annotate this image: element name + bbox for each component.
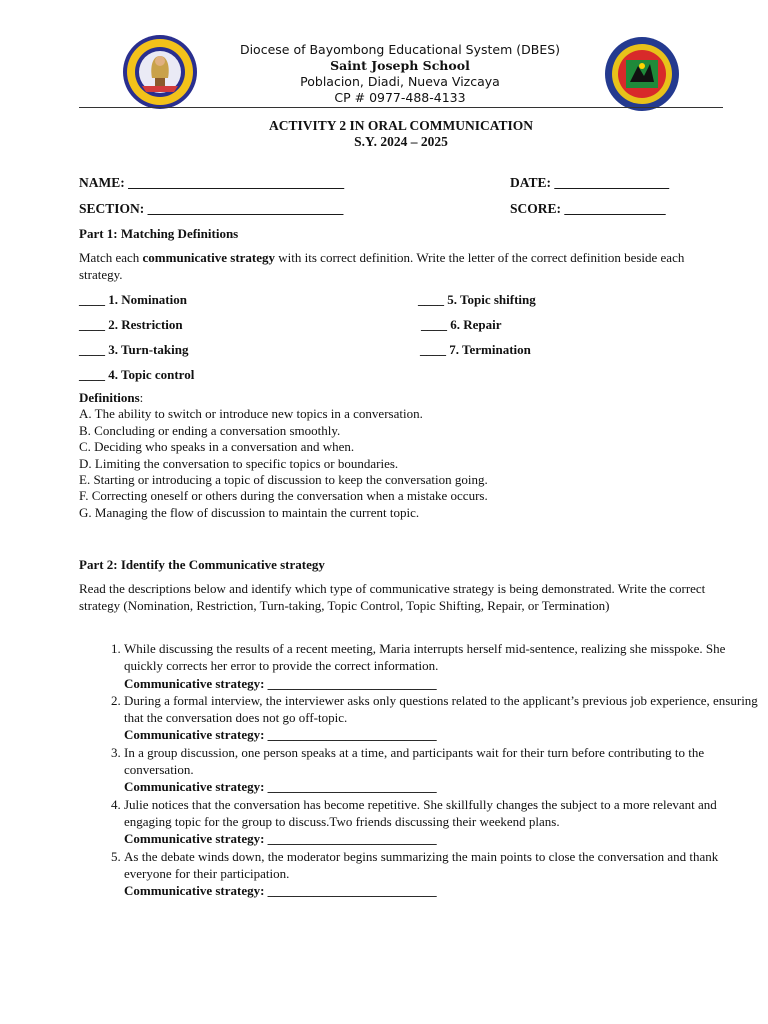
definition-c: C. Deciding who speaks in a conversation and when. — [79, 439, 355, 455]
match-item-1[interactable]: ____ 1. Nomination — [79, 292, 187, 307]
definitions-label-text: Definitions — [79, 390, 140, 405]
definition-b: B. Concluding or ending a conversation smoothly. — [79, 422, 341, 438]
section-field[interactable]: SECTION: _____________________________ — [79, 201, 344, 216]
answer-field[interactable]: Communicative strategy: __________________________ — [124, 883, 437, 899]
school-header — [200, 42, 600, 106]
question-text: 3. In a group discussion, one person speaks at a time, and participants wait for their turn before contributing to the conversation. — [124, 744, 705, 778]
school-name: Saint Joseph School — [330, 58, 470, 73]
match-item-3[interactable]: ____ 3. Turn-taking — [79, 342, 189, 357]
part1-heading: Part 1: Matching Definitions — [79, 226, 239, 241]
definitions-label — [79, 390, 719, 406]
question-item — [124, 640, 764, 692]
question-item — [124, 848, 764, 900]
question-item — [124, 744, 764, 796]
part1-instruction-pre: Match each — [79, 250, 143, 265]
school-address: Poblacion, Diadi, Nueva Vizcaya — [300, 74, 500, 89]
answer-field[interactable]: Communicative strategy: __________________________ — [124, 675, 437, 691]
question-text: 2. During a formal interview, the interviewer asks only questions related to the applicant’s previous job experience, ensuring that the conversation does not go off-topic. — [124, 692, 758, 726]
date-field[interactable]: DATE: _________________ — [510, 175, 670, 190]
questions-list — [79, 640, 764, 899]
school-year: S.Y. 2024 – 2025 — [354, 134, 448, 149]
part1-instruction — [79, 249, 719, 283]
match-item-7[interactable]: ____ 7. Termination — [420, 342, 531, 357]
definition-e: E. Starting or introducing a topic of discussion to keep the conversation going. — [79, 472, 488, 488]
school-contact: CP # 0977-488-4133 — [334, 90, 466, 105]
answer-field[interactable]: Communicative strategy: __________________________ — [124, 779, 437, 795]
name-field[interactable]: NAME: ________________________________ — [79, 175, 345, 190]
definition-g: G. Managing the flow of discussion to maintain the current topic. — [79, 504, 420, 520]
score-field[interactable]: SCORE: _______________ — [510, 201, 666, 216]
question-item — [124, 692, 764, 744]
definition-f: F. Correcting oneself or others during the conversation when a mistake occurs. — [79, 488, 488, 504]
match-item-4[interactable]: ____ 4. Topic control — [79, 367, 195, 382]
definitions-label-colon: : — [139, 390, 144, 405]
definition-d: D. Limiting the conversation to specific topics or boundaries. — [79, 455, 399, 471]
activity-title-line1: ACTIVITY 2 IN ORAL COMMUNICATION — [268, 118, 533, 133]
part2-instruction: Read the descriptions below and identify which type of communicative strategy is being demonstrated. Write the correct strategy (Nomination, Restriction, Turn-taking, Topic Control, Topic Shifting, Repair, or Termination) — [79, 581, 706, 614]
part1-instruction-post: with its correct definition. Write the letter of the correct definition beside each strategy. — [79, 250, 685, 282]
part2-heading: Part 2: Identify the Communicative strategy — [79, 557, 325, 572]
question-text: 5. As the debate winds down, the moderator begins summarizing the main points to close the conversation and thank everyone for their participation. — [124, 848, 719, 881]
question-text: 1. While discussing the results of a recent meeting, Maria interrupts herself mid-sentence, realizing she misspoke. She quickly corrects her error to provide the correct information. — [124, 641, 726, 674]
match-item-6[interactable]: ____ 6. Repair — [421, 317, 502, 332]
match-item-5[interactable]: ____ 5. Topic shifting — [418, 292, 536, 307]
part1-instruction-bold: communicative strategy — [142, 250, 276, 265]
school-seal-logo — [122, 34, 198, 110]
match-item-2[interactable]: ____ 2. Restriction — [79, 317, 183, 332]
diocese-line: Diocese of Bayombong Educational System (DBES) — [239, 42, 561, 57]
question-text: 4. Julie notices that the conversation has become repetitive. She skillfully changes the subject to a more relevant and engaging topic for the group to discuss.Two friends discussing their weekend plans. — [124, 796, 717, 829]
header-divider — [79, 107, 723, 108]
definition-a: A. The ability to switch or introduce new topics in a conversation. — [79, 406, 423, 422]
dbes-seal-logo — [604, 36, 680, 112]
answer-field[interactable]: Communicative strategy: __________________________ — [124, 727, 437, 743]
answer-field[interactable]: Communicative strategy: __________________________ — [124, 831, 437, 847]
definitions-list — [79, 390, 719, 521]
activity-title — [79, 118, 723, 150]
question-item — [124, 796, 764, 848]
